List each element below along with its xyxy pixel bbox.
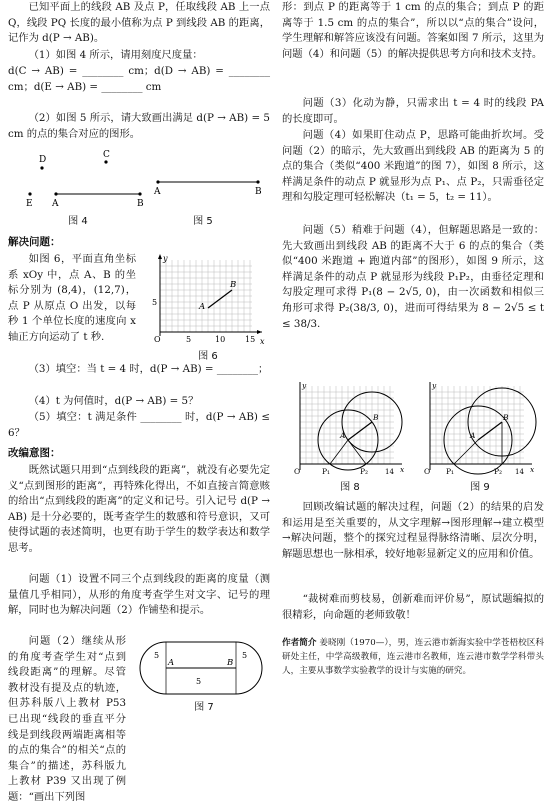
figure-6-caption: 图 6 [198,351,218,362]
question-5: （5）填空：t 满足条件 ________ 时，d(P → AB) ≤ 6？ [8,411,270,439]
svg-text:A: A [340,431,346,440]
fig4-label-c: C [103,150,110,160]
problem-2-note: 问题（2）继续从形的角度考查学生对“点到线段距离”的理解。尽管教材没有提及点的轨迹，但苏科版八上教材 P53 已出现“线段的垂直平分线是到线段两端距离相等的点的集合”的相关“点的集合”的描述，苏科版九上教材 P39 又出现了例题：“画出下列图 [8,635,126,803]
fig6-label-o: O [154,335,161,344]
svg-text:B: B [227,658,234,668]
figure-6 [142,252,270,352]
question-1-blanks: d(C → AB) = ________ cm；d(D → AB) = ________ cm；d(E → AB) = ________ cm [8,65,270,93]
figure-5-caption: 图 5 [193,216,213,227]
svg-text:O: O [294,467,301,476]
question-2: （2）如图 5 所示，请大致画出满足 d(P → AB) = 5 cm 的点的集合对应的图形。 [8,112,270,140]
svg-text:P₁: P₁ [322,467,331,476]
closing-paragraph: “裁树难而剪枝易，创新难而评价易”，原试题编拟的很精彩，向命题的老师致敬！ [282,593,544,621]
fig4-label-e: E [26,199,33,209]
svg-text:P₂: P₂ [494,467,503,476]
solve-paragraph: 如图 6，平面直角坐标系 xOy 中，点 A、B 的坐标分别为 (8,4)，(12,7)，点 P 从原点 O 出发，以每秒 1 个单位长度的速度向 x 轴正方向运动了 t 秒. [8,253,136,343]
fig4-label-d: D [39,155,47,165]
right-paragraph-3: 问题（4）如果盯住动点 P，思路可能曲折坎坷。受问题（2）的暗示，先大致画出到线段 AB 的距离为 5 的点的集合（类似“400 米跑道”的图 7），如图 8 所示，这样满足条件的动点 P 就显形为点 P₁、点 P₂，只需垂径定理和勾股定理可轻松解决（t₁ = 5，t₂ = 11）。 [282,129,544,204]
svg-text:15: 15 [245,335,256,344]
author-bio-heading: 作者简介 [282,638,317,648]
figure-7 [132,636,270,700]
figure-8 [290,380,408,480]
question-3: （3）填空：当 t = 4 时，d(P → AB) = ________； [28,363,269,375]
svg-text:y: y [432,381,437,390]
svg-text:5: 5 [242,651,248,660]
improve-heading: 改编意图： [8,447,61,459]
svg-text:5: 5 [196,677,202,686]
figure-8-caption: 图 8 [340,482,360,493]
svg-text:A: A [168,658,175,668]
svg-text:B: B [373,413,379,422]
fig4-label-a: A [52,199,59,209]
solve-heading: 解决问题： [8,236,61,248]
question-1: （1）如图 4 所示，请用刻度尺度量： [28,49,203,61]
improve-paragraph: 既然试题只用到“点到线段的距离”，就没有必要先定义“点到图形的距离”，再特殊化得出，不如直接言简意赅的给出“点到线段的距离”的定义和记号。引入记号 d(P → AB) 是十分必要的，既考查学生的数感和符号意识，又可使得试题的表述简明，也更有助于学生的数学表达和数学思考。 [8,464,270,554]
question-4: （4）t 为何值时，d(P → AB) = 5？ [28,395,199,407]
fig6-label-b: B [230,280,237,290]
author-bio-text: 姜晓刚（1970—），男，连云港市新海实验中学苍梧校区科研处主任，中学高级教师，连云港市名教师，连云港市数学学科带头人，主要从事数学实验教学的设计与实施的研究。 [282,638,544,676]
right-paragraph-1: 形：到点 P 的距离等于 1 cm 的点的集合；到点 P 的距离等于 1.5 cm 的点的集合”，所以以“点的集合”设问，学生理解和解答应该没有问题。答案如图 7 所示，这里为问题（4）和问题（5）的解决提供思考方向和技术支持。 [282,1,544,60]
fig4-label-b: B [137,199,144,209]
figure-4-caption: 图 4 [68,216,88,227]
svg-text:y: y [163,254,168,263]
figure-5 [148,148,268,218]
right-paragraph-2: 问题（3）化动为静，只需求出 t = 4 时的线段 PA 的长度即可。 [282,97,544,125]
svg-text:14: 14 [515,468,524,476]
svg-text:A: A [470,431,476,440]
fig5-label-b: B [255,187,262,197]
fig5-label-a: A [154,187,161,197]
review-paragraph: 回顾改编试题的解决过程，问题（2）的结果的启发和运用是至关重要的，从文字理解→图形理解→建立模型→解决问题，整个的探究过程显得脉络清晰、层次分明，解题思想也一脉相承，较好地彰显新定义的应用和价值。 [282,501,544,560]
svg-text:5: 5 [152,298,158,307]
author-bio [282,636,544,678]
svg-text:B: B [503,413,509,422]
svg-text:x: x [530,465,535,474]
svg-text:P₁: P₁ [446,467,455,476]
svg-text:P₂: P₂ [360,467,369,476]
right-paragraph-4: 问题（5）稍难于问题（4），但解题思路是一致的：先大致画出到线段 AB 的距离不大于 6 的点的集合（类似“400 米跑道 + 跑道内部”的图形），如图 9 所示，这样满足条件的动点 P 就显形为线段 P₁P₂，由垂径定理和勾股定理可求得 P₁(8 − 2√5, 0)，由一次函数和相似三角形可求得 P₂(38/3, 0)，进而可得结果为 8 − 2√5 ≤ t ≤ 38/3. [282,224,544,330]
intro-paragraph: 已知平面上的线段 AB 及点 P，任取线段 AB 上一点 Q，线段 PQ 长度的最小值称为点 P 到线段 AB 的距离，记作为 d(P → AB)。 [8,1,270,45]
svg-text:5: 5 [154,651,160,660]
problem-1-note: 问题（1）设置不同三个点到线段的距离的度量（测量值几乎相同），从形的角度考查学生对文字、记号的理解，同时也为解决问题（2）作铺垫和提示。 [8,573,270,617]
svg-text:5: 5 [186,335,192,344]
figure-9-caption: 图 9 [470,482,490,493]
svg-text:10: 10 [215,335,226,344]
svg-text:14: 14 [385,468,394,476]
figure-9 [420,380,538,480]
svg-text:O: O [424,467,431,476]
svg-text:y: y [302,381,307,390]
svg-text:x: x [260,337,265,346]
figure-4 [18,148,148,218]
svg-text:x: x [400,465,405,474]
figure-7-caption: 图 7 [194,702,214,713]
fig6-label-a: A [199,302,206,312]
